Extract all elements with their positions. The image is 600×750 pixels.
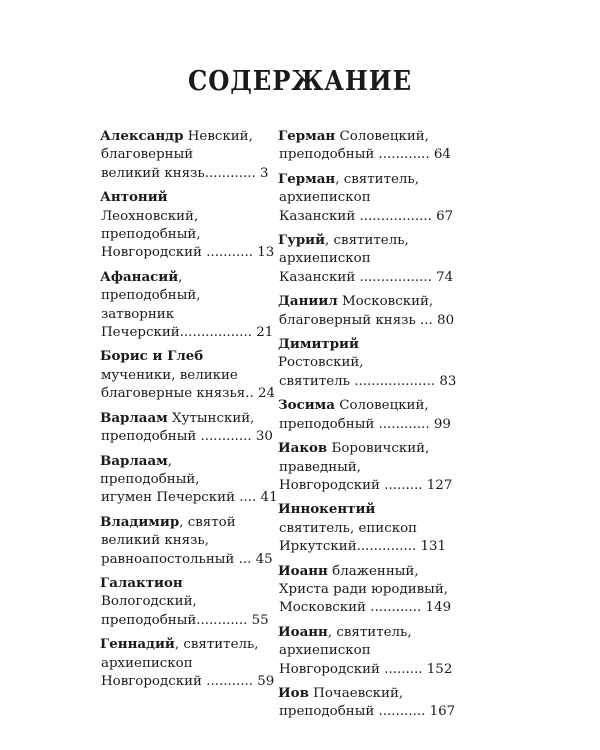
toc-entry [100, 409, 273, 447]
toc-entry [100, 127, 269, 183]
saint-name: Даниил [278, 293, 338, 310]
saint-name: Варлаам [100, 409, 168, 426]
saint-name: Геннадий [100, 636, 175, 653]
saint-title-continuation: Соловецкий, [334, 398, 429, 414]
saint-title-continuation: Ростовский, [278, 355, 364, 371]
saint-name: Иоанн [278, 623, 328, 640]
toc-entry-heading [278, 127, 443, 146]
toc-entry-heading [278, 439, 443, 458]
toc-entry-line: преподобный ........... 167 [279, 704, 456, 720]
saint-title-continuation: , преподобный, [100, 453, 200, 487]
saint-title-continuation: , святитель, [325, 233, 409, 249]
toc-entry-line: святитель ................... 83 [279, 373, 457, 389]
toc-entry [278, 562, 452, 618]
saint-title-continuation: Почаевский, [308, 685, 404, 701]
toc-entry [100, 574, 269, 630]
toc-entry [278, 500, 447, 556]
toc-entry-line: Иркутский.............. 131 [279, 539, 447, 555]
toc-entry-line: архиепископ [101, 655, 193, 671]
toc-entry-line: Московский ............ 149 [279, 600, 452, 616]
toc-entry-line: Казанский ................. 74 [279, 269, 454, 285]
toc-entry-heading [100, 635, 265, 654]
toc-entry-line: преподобный, [101, 288, 201, 304]
toc-entry-line: преподобный............ 55 [101, 612, 269, 628]
toc-entry-line: Новгородский ........... 59 [101, 673, 275, 689]
toc-entry [100, 452, 278, 508]
toc-entry [278, 292, 455, 330]
toc-entry-line: архиепископ [279, 251, 371, 267]
toc-entry-line: праведный, [279, 459, 361, 475]
toc-entry-line: Новгородский ........... 13 [101, 245, 275, 261]
saint-name: Димитрий [278, 336, 359, 353]
toc-entry-line: затворник [101, 306, 175, 322]
saint-title-continuation: , [178, 269, 183, 285]
toc-entry-heading [278, 684, 443, 703]
saint-title-continuation: Боровичский, [327, 441, 430, 457]
toc-entry-heading [100, 452, 265, 490]
toc-entry-heading [278, 500, 443, 519]
saint-title-continuation: Хутынский, [167, 410, 255, 426]
toc-entry-heading [278, 170, 443, 189]
saint-title-continuation: , святитель, [335, 171, 419, 187]
toc-entry-line: Печерский................. 21 [101, 325, 274, 341]
toc-entry [100, 188, 275, 263]
toc-entry-line: архиепископ [279, 643, 371, 659]
toc-entry-line: преподобный, [101, 227, 201, 243]
saint-title-continuation: , святой [179, 514, 236, 530]
toc-entry-heading [100, 268, 265, 287]
toc-entry [278, 335, 457, 391]
toc-entry-line: Новгородский ......... 152 [279, 661, 453, 677]
toc-entry-line: равноапостольный ... 45 [101, 551, 273, 567]
toc-entry [100, 635, 275, 691]
toc-entry [100, 513, 273, 569]
saint-name: Александр [100, 128, 184, 144]
toc-entry-line: архиепископ [279, 190, 371, 206]
toc-column-left [100, 127, 278, 696]
saint-title-continuation: Московский, [337, 294, 434, 310]
saint-name: Герман [278, 128, 336, 144]
toc-entry-line: благоверный князь ... 80 [279, 312, 455, 328]
toc-entry-line: святитель, епископ [279, 520, 418, 536]
toc-entry-line: великий князь, [101, 533, 209, 549]
toc-entry-line: великий князь............ 3 [101, 165, 269, 181]
toc-entry-line: Казанский ................. 67 [279, 208, 454, 224]
toc-column-right [278, 127, 457, 727]
toc-entry-line: Леохновский, [101, 208, 199, 224]
toc-entry-line: игумен Печерский .... 41 [101, 490, 278, 506]
toc-entry [278, 684, 456, 722]
toc-entry [278, 439, 453, 495]
toc-entry-heading [278, 335, 443, 373]
saint-name: Варлаам [100, 452, 168, 469]
toc-entry-line: Вологодский, [101, 594, 197, 610]
toc-entry-heading [100, 574, 265, 593]
saint-name: Герман [278, 170, 336, 187]
saint-title-continuation: Соловецкий, [335, 129, 429, 144]
saint-name: Антоний [100, 189, 168, 206]
saint-title-continuation: блаженный, [327, 563, 419, 579]
toc-entry-line: преподобный ............ 99 [279, 416, 451, 432]
saint-name: Иоанн [278, 562, 328, 579]
saint-name: Афанасий [100, 268, 179, 285]
toc-entry-heading [100, 127, 265, 146]
toc-entry-heading [278, 562, 443, 581]
toc-entry [278, 623, 453, 679]
saint-name: Иов [278, 684, 309, 701]
toc-entry-heading [100, 409, 265, 428]
saint-name: Борис и Глеб [100, 348, 204, 365]
saint-name: Гурий [278, 232, 326, 249]
saint-name: Иаков [278, 440, 328, 457]
toc-entry-heading [100, 513, 265, 532]
saint-name: Галактион [100, 574, 183, 591]
saint-name: Владимир [100, 513, 180, 530]
toc-entry-line: благоверный [101, 147, 194, 163]
toc-entry-line: Христа ради юродивый, [279, 581, 448, 597]
toc-entry-heading [100, 188, 265, 207]
saint-name: Иннокентий [278, 501, 376, 518]
saint-title-continuation: Невский, [183, 129, 253, 144]
toc-entry-heading [278, 292, 443, 311]
toc-entry [278, 396, 451, 434]
toc-entry [278, 170, 454, 226]
toc-entry [100, 268, 274, 343]
toc-entry-line: благоверные князья.. 24 [101, 386, 276, 402]
toc-entry-line: мученики, великие [101, 367, 238, 383]
toc-entry-heading [278, 623, 443, 642]
toc-entry-heading [278, 396, 443, 415]
toc-entry [100, 347, 276, 403]
toc-entry-heading [100, 347, 265, 366]
page-title: СОДЕРЖАНИЕ [187, 66, 413, 97]
toc-entry [278, 127, 451, 165]
toc-entry-heading [278, 231, 443, 250]
toc-entry-line: Новгородский ......... 127 [279, 477, 453, 493]
toc-entry-line: преподобный ............ 30 [101, 429, 273, 445]
saint-title-continuation: , святитель, [327, 624, 412, 640]
saint-title-continuation: , святитель, [174, 637, 259, 653]
toc-entry-line: преподобный ............ 64 [279, 147, 451, 163]
saint-name: Зосима [278, 397, 335, 414]
toc-entry [278, 231, 454, 287]
